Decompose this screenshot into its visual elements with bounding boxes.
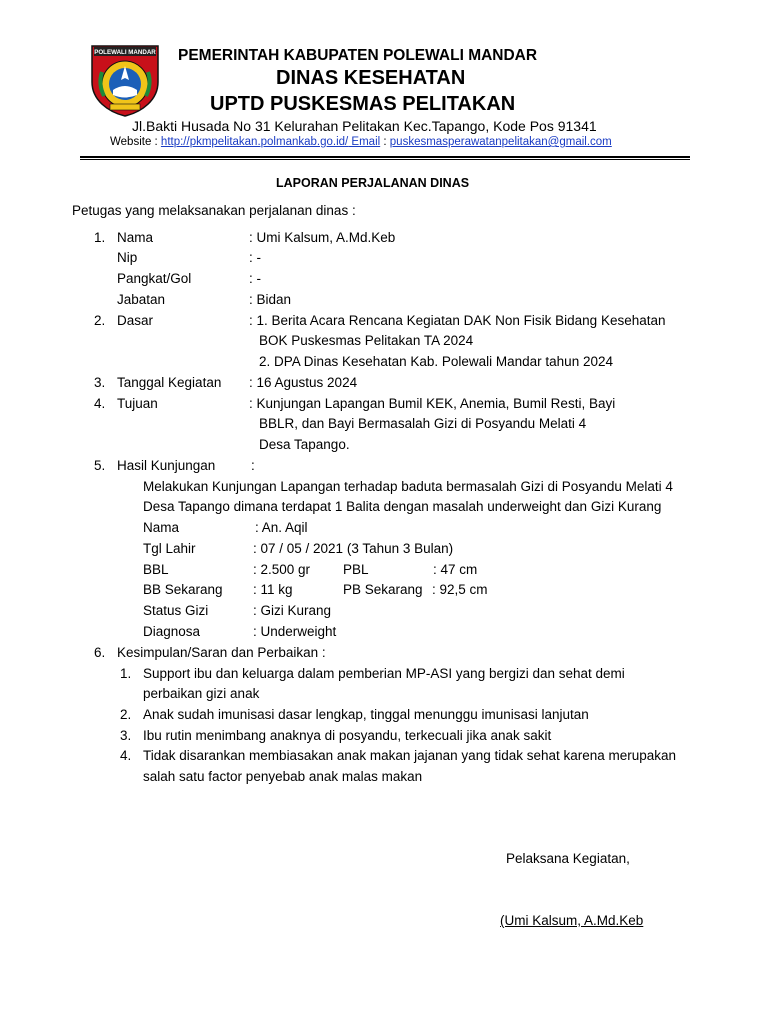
pangkat-value: : - — [249, 271, 261, 286]
document-title: LAPORAN PERJALANAN DINAS — [276, 176, 470, 190]
bb-value: : 11 kg — [253, 582, 293, 597]
saran-1-line-2: perbaikan gizi anak — [143, 686, 260, 701]
jabatan-label: Jabatan — [117, 292, 166, 307]
header-divider-thin — [80, 159, 690, 160]
pbl-value: : 47 cm — [433, 562, 478, 577]
saran-number-3: 3. — [120, 728, 132, 743]
pbl-label: PBL — [343, 562, 369, 577]
item-number-6: 6. — [94, 645, 106, 660]
hasil-label: Hasil Kunjungan — [117, 458, 216, 473]
item-number-5: 5. — [94, 458, 106, 473]
svg-text:POLEWALI MANDAR: POLEWALI MANDAR — [94, 49, 156, 56]
status-gizi-label: Status Gizi — [143, 603, 209, 618]
website-label: Website : — [110, 136, 161, 148]
saran-number-2: 2. — [120, 707, 132, 722]
polewali-mandar-emblem — [88, 42, 162, 118]
item-number-1: 1. — [94, 230, 106, 245]
header-government: PEMERINTAH KABUPATEN POLEWALI MANDAR — [178, 47, 538, 64]
dasar-label: Dasar — [117, 313, 154, 328]
hasil-line-1: Melakukan Kunjungan Lapangan terhadap baduta bermasalah Gizi di Posyandu Melati 4 — [143, 479, 673, 494]
pangkat-label: Pangkat/Gol — [117, 271, 192, 286]
nama-label: Nama — [117, 230, 154, 245]
tujuan-line-1: : Kunjungan Lapangan Bumil KEK, Anemia, Bumil Resti, Bayi — [249, 396, 616, 411]
dasar-line-3: 2. DPA Dinas Kesehatan Kab. Polewali Mandar tahun 2024 — [259, 354, 613, 369]
saran-4-line-2: salah satu factor penyebab anak malas makan — [143, 769, 423, 784]
hasil-colon: : — [251, 458, 255, 473]
nip-value: : - — [249, 250, 261, 265]
pb-value: : 92,5 cm — [432, 582, 488, 597]
item-number-2: 2. — [94, 313, 106, 328]
saran-1-line-1: Support ibu dan keluarga dalam pemberian MP-ASI yang bergizi dan sehat demi — [143, 666, 625, 681]
tanggal-value: : 16 Agustus 2024 — [249, 375, 358, 390]
tujuan-line-3: Desa Tapango. — [259, 437, 350, 452]
jabatan-value: : Bidan — [249, 292, 292, 307]
intro-text: Petugas yang melaksanakan perjalanan dinas : — [72, 203, 356, 218]
saran-number-1: 1. — [120, 666, 132, 681]
tgl-lahir-value: : 07 / 05 / 2021 (3 Tahun 3 Bulan) — [253, 541, 454, 556]
email-separator: : — [380, 136, 390, 148]
tujuan-line-2: BBLR, dan Bayi Bermasalah Gizi di Posyandu Melati 4 — [259, 416, 587, 431]
website-link[interactable]: http://pkmpelitakan.polmankab.go.id/ — [160, 136, 349, 148]
diagnosa-value: : Underweight — [253, 624, 337, 639]
header-contact — [110, 136, 612, 148]
item-number-4: 4. — [94, 396, 106, 411]
saran-4-line-1: Tidak disarankan membiasakan anak makan jajanan yang tidak sehat karena merupakan — [143, 748, 677, 763]
email-label[interactable]: Email — [348, 136, 381, 148]
nama-value: : Umi Kalsum, A.Md.Keb — [249, 230, 396, 245]
anak-nama-value: : An. Aqil — [255, 520, 308, 535]
pb-label: PB Sekarang — [343, 582, 423, 597]
dasar-line-2: BOK Puskesmas Pelitakan TA 2024 — [259, 333, 474, 348]
bb-label: BB Sekarang — [143, 582, 223, 597]
status-gizi-value: : Gizi Kurang — [253, 603, 332, 618]
header-divider — [80, 156, 690, 158]
tujuan-label: Tujuan — [117, 396, 158, 411]
tanggal-label: Tanggal Kegiatan — [117, 375, 222, 390]
dasar-line-1: : 1. Berita Acara Rencana Kegiatan DAK Non Fisik Bidang Kesehatan — [249, 313, 666, 328]
saran-2: Anak sudah imunisasi dasar lengkap, tinggal menunggu imunisasi lanjutan — [143, 707, 589, 722]
bbl-label: BBL — [143, 562, 169, 577]
saran-number-4: 4. — [120, 748, 132, 763]
header-unit: UPTD PUSKESMAS PELITAKAN — [210, 93, 516, 115]
signature-role: Pelaksana Kegiatan, — [506, 851, 630, 866]
bbl-value: : 2.500 gr — [253, 562, 311, 577]
signature-name: (Umi Kalsum, A.Md.Keb — [500, 913, 644, 928]
hasil-line-2: Desa Tapango dimana terdapat 1 Balita dengan masalah underweight dan Gizi Kurang — [143, 499, 662, 514]
email-link[interactable]: puskesmasperawatanpelitakan@gmail.com — [389, 136, 612, 148]
anak-nama-label: Nama — [143, 520, 180, 535]
saran-3: Ibu rutin menimbang anaknya di posyandu, terkecuali jika anak sakit — [143, 728, 552, 743]
item-number-3: 3. — [94, 375, 106, 390]
tgl-lahir-label: Tgl Lahir — [143, 541, 196, 556]
kesimpulan-label: Kesimpulan/Saran dan Perbaikan : — [117, 645, 326, 660]
header-address: Jl.Bakti Husada No 31 Kelurahan Pelitakan Kec.Tapango, Kode Pos 91341 — [132, 118, 597, 134]
header-agency: DINAS KESEHATAN — [276, 67, 466, 89]
diagnosa-label: Diagnosa — [143, 624, 201, 639]
nip-label: Nip — [117, 250, 138, 265]
